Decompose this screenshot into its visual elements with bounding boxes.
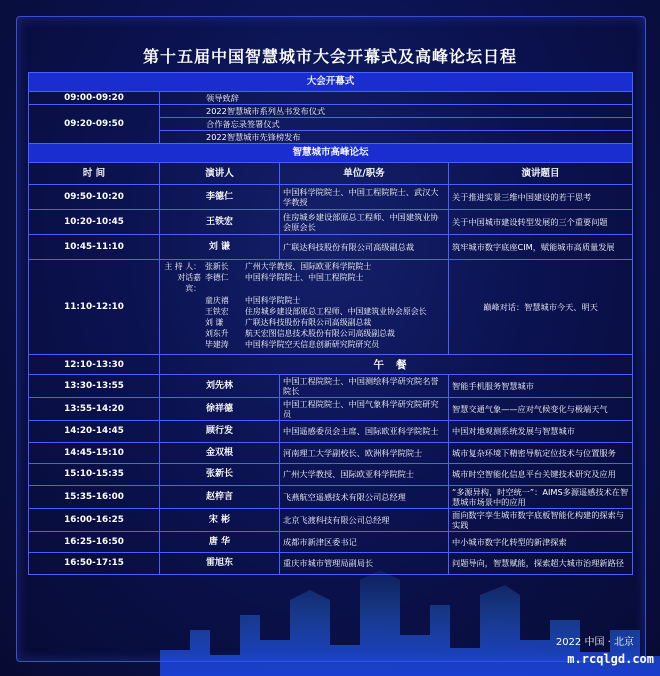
unit-cell: 住房城乡建设部原总工程师、中国建筑业协会原会长 (280, 210, 449, 235)
time-cell: 16:50-17:15 (29, 553, 160, 575)
topic-cell: 关于推进实景三维中国建设的若干思考 (449, 185, 633, 210)
page-title: 第十五届中国智慧城市大会开幕式及高峰论坛日程 (142, 47, 517, 66)
agenda-item: 领导致辞 (160, 92, 633, 105)
speaker-cell: 顾行发 (160, 421, 280, 443)
speaker-cell: 宋 彬 (160, 508, 280, 531)
guest-line (163, 339, 445, 350)
speaker-cell: 唐 华 (160, 531, 280, 553)
agenda-item: 2022智慧城市先锋榜发布 (160, 131, 633, 144)
table-row (29, 485, 633, 508)
agenda-item: 合作备忘录签署仪式 (160, 118, 633, 131)
unit-cell: 中国科学院院士、中国工程院院士、武汉大学教授 (280, 185, 449, 210)
table-row (29, 508, 633, 531)
guest-name: 毕建涛 (205, 340, 229, 350)
opening-header: 大会开幕式 (29, 73, 633, 92)
unit-cell: 河南理工大学副校长、欧洲科学院院士 (280, 442, 449, 464)
unit-cell: 重庆市城市管理局副局长 (280, 553, 449, 575)
time-cell: 16:00-16:25 (29, 508, 160, 531)
speaker-cell: 刘 谦 (160, 235, 280, 260)
dialogue-participants (160, 260, 449, 355)
time-cell: 12:10-13:30 (29, 355, 160, 375)
table-row (29, 375, 633, 398)
time-cell: 13:30-13:55 (29, 375, 160, 398)
host-unit: 广州大学教授、国际欧亚科学院院士 (245, 262, 372, 271)
unit-cell: 广联达科技股份有限公司高级副总裁 (280, 235, 449, 260)
guest-name: 童庆禧 (205, 295, 229, 305)
column-header-unit: 单位/职务 (280, 163, 449, 185)
guest-unit: 中国科学院空天信息创新研究院研究员 (245, 340, 380, 350)
unit-cell: 中国工程院院士、中国测绘科学研究院名誉院长 (280, 375, 449, 398)
guest-role: 对话嘉宾： (177, 273, 201, 294)
guest-unit: 住房城乡建设部原总工程师、中国建筑业协会原会长 (245, 306, 427, 316)
unit-cell: 北京飞渡科技有限公司总经理 (280, 508, 449, 531)
unit-cell: 中国遥感委员会主席、国际欧亚科学院院士 (280, 421, 449, 443)
afternoon-rows (29, 375, 633, 575)
time-cell: 09:20-09:50 (29, 105, 160, 144)
table-row (29, 464, 633, 486)
topic-cell: 巅峰对话：智慧城市今天、明天 (449, 260, 633, 355)
column-header-topic: 演讲题目 (449, 163, 633, 185)
topic-cell: 中国对地观测系统发展与智慧城市 (449, 421, 633, 443)
unit-cell: 中国工程院院士、中国气象科学研究院研究员 (280, 398, 449, 421)
column-header-speaker: 演讲人 (160, 163, 280, 185)
speaker-cell: 刘先林 (160, 375, 280, 398)
topic-cell: 城市复杂环境下精密导航定位技术与位置服务 (449, 442, 633, 464)
host-role: 主 持 人： (164, 262, 201, 271)
topic-cell: 智慧交通气象——应对气候变化与极端天气 (449, 398, 633, 421)
guest-unit: 中国科学院院士 (245, 295, 301, 305)
lunch-label: 午餐 (160, 355, 633, 375)
guest-line (163, 317, 445, 328)
time-cell: 09:50-10:20 (29, 185, 160, 210)
time-cell: 10:45-11:10 (29, 235, 160, 260)
topic-cell: 问题导向，智慧赋能，探索超大城市治理新路径 (449, 553, 633, 575)
time-cell: 10:20-10:45 (29, 210, 160, 235)
guest-name: 刘 谦 (205, 318, 224, 328)
forum-header: 智慧城市高峰论坛 (29, 144, 633, 163)
topic-cell: 城市时空智能化信息平台关键技术研究及应用 (449, 464, 633, 486)
schedule-table (28, 72, 633, 575)
speaker-cell: 金双根 (160, 442, 280, 464)
unit-cell: 广州大学教授、国际欧亚科学院院士 (280, 464, 449, 486)
speaker-cell: 李德仁 (160, 185, 280, 210)
topic-cell: 关于中国城市建设转型发展的三个重要问题 (449, 210, 633, 235)
topic-cell: 面向数字孪生城市数字底板智能化构建的探索与实践 (449, 508, 633, 531)
time-cell: 16:25-16:50 (29, 531, 160, 553)
time-cell: 15:10-15:35 (29, 464, 160, 486)
column-header-time: 时 间 (29, 163, 160, 185)
guest-unit: 航天宏图信息技术股份有限公司高级副总裁 (245, 329, 395, 339)
agenda-item: 2022智慧城市系列丛书发布仪式 (160, 105, 633, 118)
speaker-cell: 徐祥德 (160, 398, 280, 421)
unit-cell: 成都市新津区委书记 (280, 531, 449, 553)
time-cell: 09:00-09:20 (29, 92, 160, 105)
time-cell: 14:45-15:10 (29, 442, 160, 464)
guest-line (163, 295, 445, 306)
host-line (163, 261, 445, 272)
table-row (29, 421, 633, 443)
time-cell: 14:20-14:45 (29, 421, 160, 443)
guest-line (163, 306, 445, 317)
guest-name: 李德仁 (205, 273, 229, 283)
time-cell: 11:10-12:10 (29, 260, 160, 355)
speaker-cell: 赵梓言 (160, 485, 280, 508)
topic-cell: “多源异构，时空统一”：AIMS多源遥感技术在智慧城市场景中的应用 (449, 485, 633, 508)
guest-line (163, 272, 445, 294)
unit-cell: 飞燕航空遥感技术有限公司总经理 (280, 485, 449, 508)
speaker-cell: 雷旭东 (160, 553, 280, 575)
guest-name: 王铁宏 (205, 306, 229, 316)
topic-cell: 中小城市数字化转型的新津探索 (449, 531, 633, 553)
guest-unit: 中国科学院院士、中国工程院院士 (245, 273, 364, 283)
topic-cell: 筑牢城市数字底座CIM，赋能城市高质量发展 (449, 235, 633, 260)
watermark: m.rcqlgd.com (567, 652, 654, 666)
time-cell: 15:35-16:00 (29, 485, 160, 508)
speaker-cell: 张新长 (160, 464, 280, 486)
table-row (29, 398, 633, 421)
host-name: 张新长 (205, 262, 229, 271)
guest-name: 刘东升 (205, 329, 229, 339)
table-row (29, 442, 633, 464)
guest-unit: 广联达科技股份有限公司高级副总裁 (245, 318, 372, 328)
table-row (29, 553, 633, 575)
footer-location: 2022 中国 · 北京 (555, 637, 634, 648)
time-cell: 13:55-14:20 (29, 398, 160, 421)
speaker-cell: 王铁宏 (160, 210, 280, 235)
guest-line (163, 328, 445, 339)
table-row (29, 531, 633, 553)
topic-cell: 智能手机服务智慧城市 (449, 375, 633, 398)
